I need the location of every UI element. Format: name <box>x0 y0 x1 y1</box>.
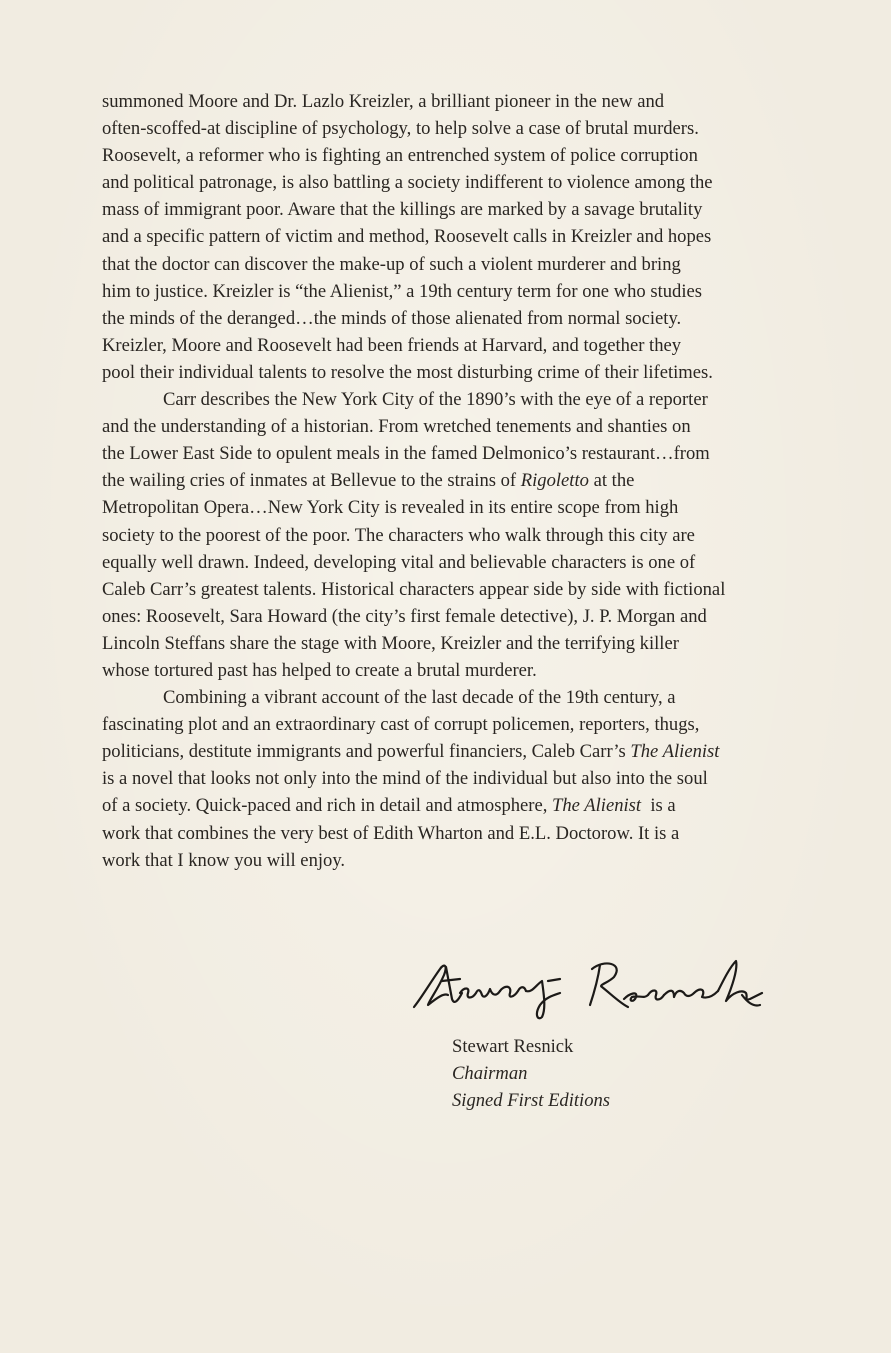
signer-title: Chairman <box>452 1063 528 1085</box>
text-line <box>102 792 792 819</box>
text-line: Caleb Carr’s greatest talents. Historical characters appear side by side with fictional <box>102 578 726 600</box>
letter-body <box>102 88 792 874</box>
text-line: him to justice. Kreizler is “the Alienist,” a 19th century term for one who studies <box>102 280 703 302</box>
text-line: that the doctor can discover the make-up of such a violent murderer and bring <box>102 253 681 275</box>
text-line: often-scoffed-at discipline of psychology, to help solve a case of brutal murders. <box>102 118 699 140</box>
text-line: whose tortured past has helped to create a brutal murderer. <box>102 659 537 681</box>
text-line: the minds of the deranged…the minds of those alienated from normal society. <box>102 307 682 329</box>
signer-organization: Signed First Editions <box>452 1090 611 1112</box>
paragraph-1 <box>102 88 792 386</box>
text-line: and the understanding of a historian. From wretched tenements and shanties on <box>102 416 691 438</box>
text-line: Metropolitan Opera…New York City is revealed in its entire scope from high <box>102 497 679 519</box>
text-segment: the wailing cries of inmates at Bellevue to the strains of <box>102 470 521 492</box>
text-segment: at the <box>588 470 635 492</box>
text-line <box>102 467 792 494</box>
text-line <box>102 738 792 765</box>
text-line: society to the poorest of the poor. The characters who walk through this city are <box>102 524 695 546</box>
text-segment: politicians, destitute immigrants and powerful financiers, Caleb Carr’s <box>102 741 631 763</box>
text-line: and a specific pattern of victim and method, Roosevelt calls in Kreizler and hopes <box>102 226 712 248</box>
text-line: Combining a vibrant account of the last decade of the 19th century, a <box>163 687 676 709</box>
text-line: the Lower East Side to opulent meals in the famed Delmonico’s restaurant…from <box>102 443 710 465</box>
text-segment: is a <box>641 795 676 817</box>
text-line: ones: Roosevelt, Sara Howard (the city’s first female detective), J. P. Morgan and <box>102 605 707 627</box>
text-line: and political patronage, is also battling a society indifferent to violence among the <box>102 172 713 194</box>
text-segment: of a society. Quick-paced and rich in detail and atmosphere, <box>102 795 553 817</box>
text-line: mass of immigrant poor. Aware that the killings are marked by a savage brutality <box>102 199 703 221</box>
paragraph-3 <box>102 684 792 874</box>
text-line: work that combines the very best of Edith Wharton and E.L. Doctorow. It is a <box>102 822 680 844</box>
text-line: Kreizler, Moore and Roosevelt had been friends at Harvard, and together they <box>102 334 682 356</box>
text-line: equally well drawn. Indeed, developing vital and believable characters is one of <box>102 551 696 573</box>
text-line: work that I know you will enjoy. <box>102 849 346 871</box>
signer-name: Stewart Resnick <box>452 1036 574 1057</box>
text-line: fascinating plot and an extraordinary cast of corrupt policemen, reporters, thugs, <box>102 714 700 736</box>
text-line: is a novel that looks not only into the mind of the individual but also into the soul <box>102 768 708 790</box>
book-title: The Alienist <box>552 795 642 817</box>
text-line: Roosevelt, a reformer who is fighting an entrenched system of police corruption <box>102 145 698 167</box>
paragraph-2 <box>102 386 792 684</box>
text-line: summoned Moore and Dr. Lazlo Kreizler, a brilliant pioneer in the new and <box>102 91 665 112</box>
handwritten-signature <box>408 955 768 1025</box>
signature-block <box>452 1033 610 1114</box>
text-line: pool their individual talents to resolve the most disturbing crime of their lifetimes. <box>102 361 713 383</box>
text-line: Carr describes the New York City of the 1890’s with the eye of a reporter <box>163 389 708 411</box>
book-title: The Alienist <box>630 741 720 763</box>
opera-title: Rigoletto <box>520 470 589 492</box>
text-line: Lincoln Steffans share the stage with Moore, Kreizler and the terrifying killer <box>102 632 679 654</box>
